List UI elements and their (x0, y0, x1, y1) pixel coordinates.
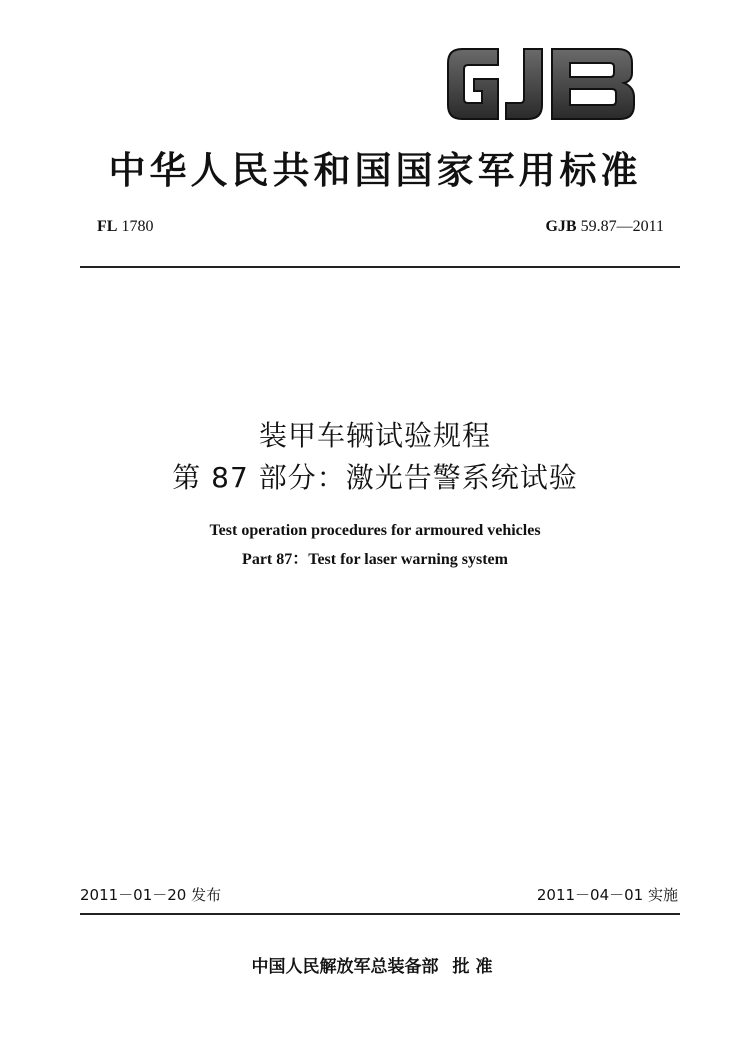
title-chinese-line2: 第 87 部分：激光告警系统试验 (172, 461, 578, 494)
fl-label: FL (97, 218, 118, 235)
approve-label: 批准 (452, 957, 499, 977)
gjb-logo (440, 45, 640, 123)
top-divider (80, 266, 680, 268)
issue-date: 2011－01－20 发布 (80, 886, 222, 904)
standard-type-title: 中华人民共和国国家军用标准 (108, 148, 642, 192)
bottom-divider (80, 913, 680, 915)
title-english-line2: Part 87：Test for laser warning system (242, 551, 508, 568)
title-english-line1: Test operation procedures for armoured vehicles (209, 522, 541, 539)
gjb-label: GJB (545, 218, 577, 235)
implementation-date: 2011－04－01 实施 (536, 886, 678, 904)
issuing-authority (0, 952, 750, 977)
gjb-number: 59.87—2011 (580, 218, 664, 235)
fl-number: 1780 (121, 218, 154, 235)
title-chinese-line1: 装甲车辆试验规程 (258, 419, 491, 452)
standard-number (545, 218, 664, 236)
classification-code (97, 218, 153, 236)
issuer-name: 中国人民解放军总装备部 (251, 957, 439, 977)
